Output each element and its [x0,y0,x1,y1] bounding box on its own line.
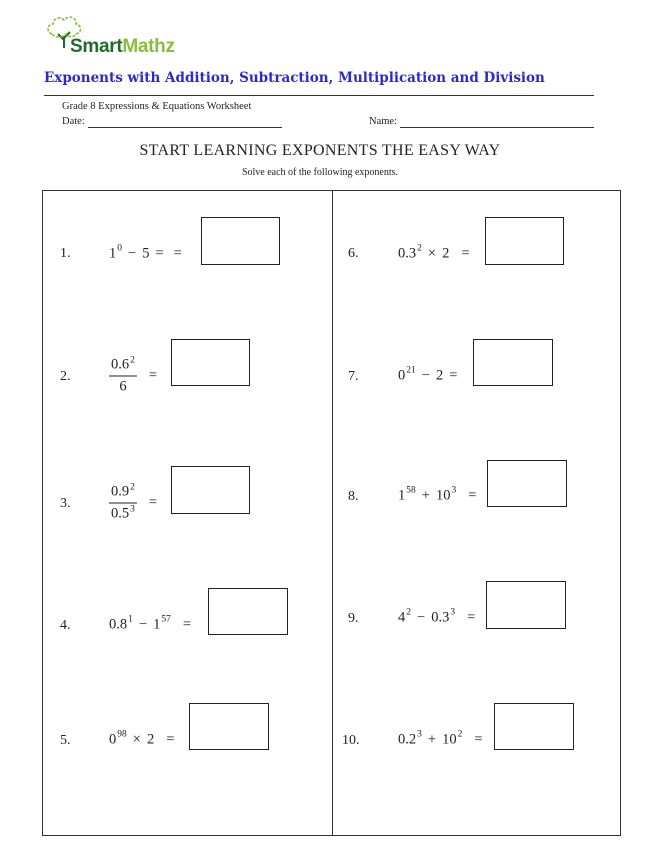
title-rule [44,95,594,96]
worksheet-title: Exponents with Addition, Subtraction, Multiplication and Division [44,70,545,86]
problem-number: 3. [60,496,71,511]
instruction-text: Solve each of the following exponents. [241,167,399,178]
answer-box-6[interactable] [485,217,564,265]
date-line[interactable] [88,127,282,128]
answer-box-8[interactable] [487,460,567,507]
section-heading: START LEARNING EXPONENTS THE EASY WAY [139,142,501,159]
problem-number: 2. [60,369,71,384]
logo [44,14,194,62]
name-label: Name: [369,116,397,127]
answer-box-5[interactable] [189,703,269,750]
date-label: Date: [62,116,85,127]
problem-9-expression: 4 $^2$ − 0.3 $^3$ = [398,607,476,626]
problem-number: 8. [348,489,359,504]
problem-3-expression: $\frac{0.9^2}{0.5^3}$ = [111,482,158,522]
problem-number: 7. [348,369,359,384]
problem-number: 4. [60,618,71,633]
answer-box-3[interactable] [171,466,250,514]
answer-box-7[interactable] [473,339,553,386]
answer-box-1[interactable] [201,217,280,265]
answer-box-2[interactable] [171,339,250,386]
problem-7-expression: 0 $^{21}$ − 2 = [398,365,458,384]
problem-6-expression: 0.3 $^2$ × 2 = [398,243,470,262]
problem-number: 10. [342,733,360,748]
logo-wordmark: SmartMathz [70,36,175,57]
problem-number: 9. [348,611,359,626]
answer-box-9[interactable] [486,581,566,629]
answer-box-4[interactable] [208,588,288,635]
problem-number: 5. [60,733,71,748]
problem-10-expression: 0.2 $^3$ + 10 $^2$ = [398,729,483,748]
grade-label: Grade 8 Expressions & Equations Worksheet [62,101,252,112]
problem-1-expression: 1 $^0$ − 5 = = [109,243,182,262]
problem-2-expression: $\frac{0.6^2}{6}$ = [111,355,158,395]
problem-number: 6. [348,246,359,261]
problem-4-expression: 0.8 $^1$ − 1 $^{57}$ = [109,614,191,633]
column-divider [332,190,333,836]
problem-8-expression: 1 $^{58}$ + 10 $^3$ = [398,485,477,504]
problem-number: 1. [60,246,71,261]
answer-box-10[interactable] [494,703,574,750]
name-line[interactable] [400,127,594,128]
problem-5-expression: 0 $^{98}$ × 2 = [109,729,175,748]
